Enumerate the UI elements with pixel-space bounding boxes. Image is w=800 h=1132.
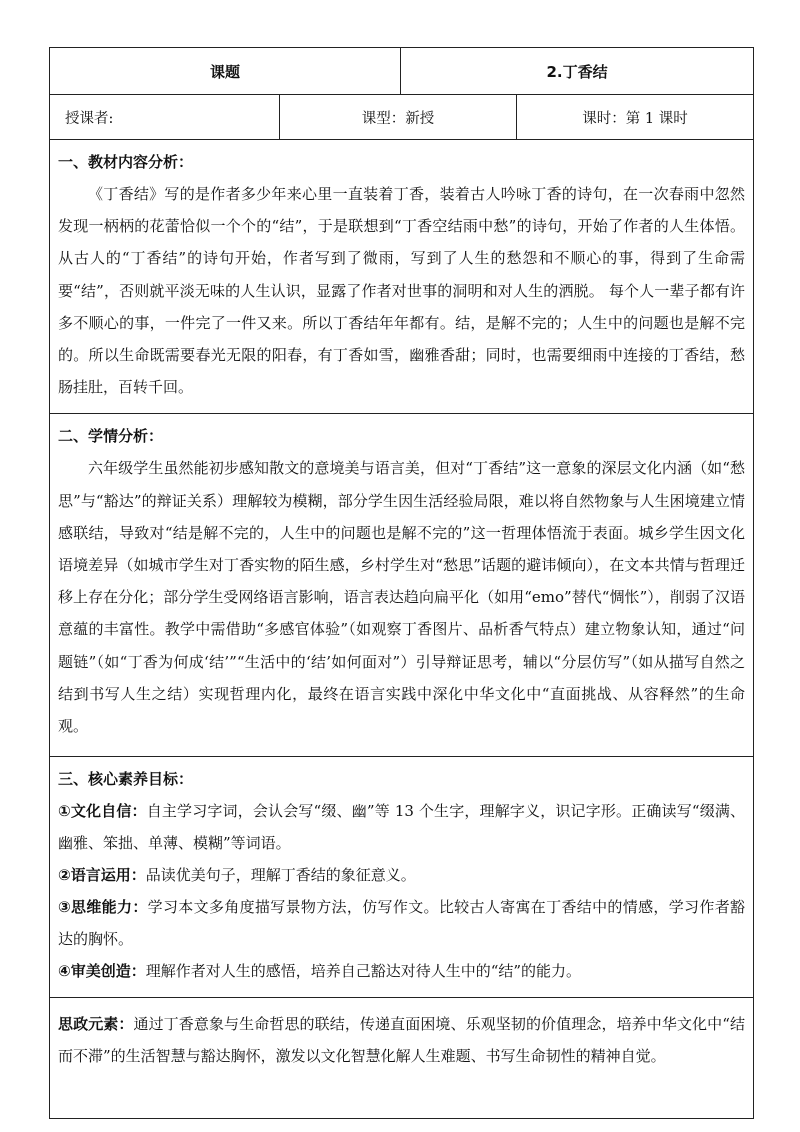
topic-label: 课题 — [50, 48, 401, 95]
ideology-key: 思政元素： — [58, 1015, 134, 1034]
goal-item-thinking — [58, 891, 745, 955]
goal-text: 品读优美句子，理解丁香结的象征意义。 — [145, 866, 416, 885]
section-core-goals — [50, 757, 754, 998]
goal-item-language — [58, 859, 745, 891]
goal-item-aesthetics — [58, 955, 745, 987]
goal-text: 自主学习字词，会认会写“缀、幽”等 13 个生字，理解字义，识记字形。正确读写“缀满、幽雅、笨拙、单薄、模糊”等词语。 — [58, 802, 746, 853]
goal-key: ②语言运用： — [58, 866, 146, 885]
goal-key: ④审美创造： — [58, 962, 146, 981]
ideology-text — [58, 1008, 745, 1072]
goal-text: 学习本文多角度描写景物方法，仿写作文。比较古人寄寓在丁香结中的情感，学习作者豁达的胸怀。 — [58, 898, 746, 949]
lesson-plan-page — [49, 47, 753, 1119]
topic-value: 2.丁香结 — [401, 48, 754, 95]
period-cell: 课时：第 1 课时 — [517, 95, 754, 140]
section-student-analysis — [50, 414, 754, 757]
section-body: 六年级学生虽然能初步感知散文的意境美与语言美，但对“丁香结”这一意象的深层文化内涵（如“愁思”与“豁达”的辩证关系）理解较为模糊，部分学生因生活经验局限，难以将自然物象与人生困境建立情感联结，导致对“结是解不完的，人生中的问题也是解不完的”这一哲理体悟流于表面。城乡学生因文化语境差异（如城市学生对丁香实物的陌生感，乡村学生对“愁思”话题的避讳倾向），在文本共情与哲理迁移上存在分化；部分学生受网络语言影响，语言表达趋向扁平化（如用“emo”替代“惆怅”），削弱了汉语意蕴的丰富性。教学中需借助“多感官体验”（如观察丁香图片、品析香气特点）建立物象认知，通过“问题链”（如“丁香为何成‘结’”“生活中的‘结’如何面对”）引导辩证思考，辅以“分层仿写”（如从描写自然之结到书写人生之结）实现哲理内化，最终在语言实践中深化中华文化中“直面挑战、从容释然”的生命观。 — [58, 459, 746, 736]
goal-key: ①文化自信： — [58, 802, 147, 821]
meta-row — [50, 95, 754, 140]
goal-item-culture — [58, 795, 745, 859]
section-body: 《丁香结》写的是作者多少年来心里一直装着丁香，装着古人吟咏丁香的诗句，在一次春雨中忽然发现一柄柄的花蕾恰似一个个的“结”，于是联想到“丁香空结雨中愁”的诗句，开始了作者的人生体悟。从古人的“丁香结”的诗句开始，作者写到了微雨，写到了人生的愁怨和不顺心的事，得到了生命需要“结”，否则就平淡无味的人生认识，显露了作者对世事的洞明和对人生的洒脱。 每个人一辈子都有许多不顺心的事，一件完了一件又来。所以丁香结年年都有。结，是解不完的；人生中的问题也是解不完的。所以生命既需要春光无限的阳春，有丁香如雪，幽雅香甜；同时，也需要细雨中连接的丁香结，愁肠挂肚，百转千回。 — [58, 185, 746, 397]
goal-text: 理解作者对人生的感悟，培养自己豁达对待人生中的“结”的能力。 — [145, 962, 582, 981]
topic-row — [50, 48, 754, 95]
ideology-body: 通过丁香意象与生命哲思的联结，传递直面困境、乐观坚韧的价值理念，培养中华文化中“结而不滞”的生活智慧与豁达胸怀，激发以文化智慧化解人生难题、书写生命韧性的精神自觉。 — [58, 1015, 746, 1066]
section-ideology — [50, 998, 754, 1119]
goal-key: ③思维能力： — [58, 898, 148, 917]
lesson-plan-table — [49, 47, 754, 1119]
section-textbook-analysis — [50, 140, 754, 414]
section-title: 一、教材内容分析： — [58, 153, 194, 171]
section-title: 二、学情分析： — [58, 427, 164, 446]
teacher-cell: 授课者: — [50, 95, 280, 140]
lesson-type-cell: 课型：新授 — [280, 95, 517, 140]
section-title: 三、核心素养目标： — [58, 770, 194, 789]
